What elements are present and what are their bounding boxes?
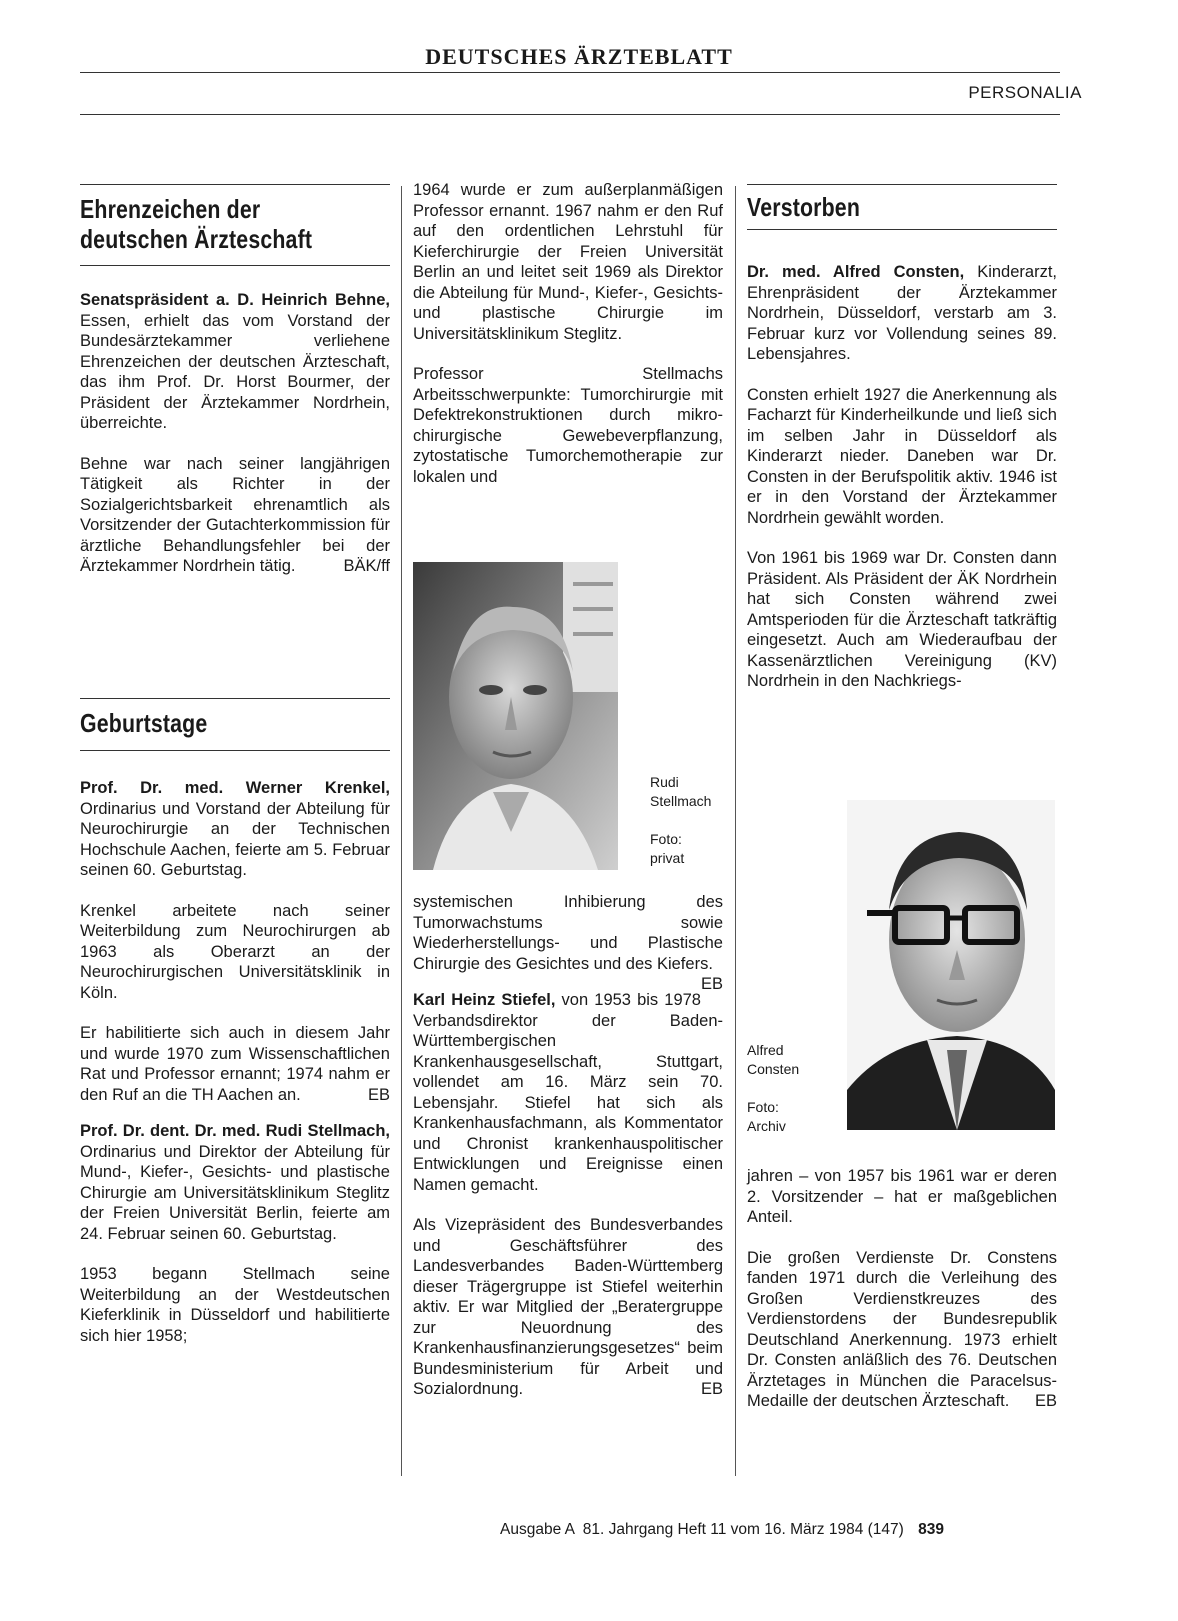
paragraph-stiefel-role: Als Vizepräsident des Bundesverbandes und Geschäftsführer des Landesverbandes Baden-Württemberg dieser Trägergruppe ist Stiefel weiterhin aktiv. Er war Mitglied der „Beratergruppe zur Neuordnung des Krankenhausfinanzierungsgesetzes“ beim Bundesministerium für Arbeit und Sozialordnung. EB xyxy=(413,1216,723,1398)
author-signature: EB xyxy=(700,975,723,993)
column-2-top xyxy=(413,180,723,507)
heading-verstorben: Verstorben xyxy=(747,192,861,222)
column-3-body-b xyxy=(747,1166,1057,1432)
photo-caption-credit: Foto: privat xyxy=(650,831,685,866)
paragraph-krenkel-habil: Er habilitierte sich auch in diesem Jahr und wurde 1970 zum Wissenschaftlichen Rat und Professor ernannt; 1974 nahm er den Ruf an die TH Aachen an. EB xyxy=(80,1024,390,1104)
paragraph-stellmach-focus: Professor Stellmachs Arbeitsschwerpunkte: Tumorchirurgie mit Defektrekonstruktionen durch mikro-chirurgische Gewebeverpflanzung, zytostatische Tumorchemotherapie zur lokalen und xyxy=(413,365,723,486)
column-divider-right xyxy=(735,186,736,1476)
paragraph-behne-award: Senatspräsident a. D. Heinrich Behne, Essen, erhielt das vom Vorstand der Bundesärztekammer verliehene Ehrenzeichen der deutschen Ärzteschaft, das ihm Prof. Dr. Horst Bourmer, der Präsident der Ärztekammer Nordrhein, überreichte. xyxy=(80,291,390,432)
heading-ehrenzeichen: Ehrenzeichen der deutschen Ärzteschaft xyxy=(80,194,313,254)
masthead: DEUTSCHES ÄRZTEBLATT xyxy=(425,44,733,69)
paragraph-krenkel-career: Krenkel arbeitete nach seiner Weiterbildung zum Neurochirurgen ab 1963 als Oberarzt an der Neurochirurgischen Universitätsklinik in Köln. xyxy=(80,901,390,1002)
section-label: PERSONALIA xyxy=(968,83,1082,102)
page-footer xyxy=(500,1521,944,1539)
paragraph-behne-career: Behne war nach seiner langjährigen Tätigkeit als Richter in der Sozialgerichtsbarkeit ehrenamtlich als Vorsitzender der Gutachterkommission für ärztliche Behandlungsfehler bei der Ärztekammer Nordrhein tätig. BÄK/ff xyxy=(80,454,390,575)
column-1-body-b xyxy=(80,778,390,1366)
paragraph-consten-kv: jahren – von 1957 bis 1961 war er deren 2. Vorsitzender – hat er maßgeblichen Anteil. xyxy=(747,1167,1057,1226)
column-2-body xyxy=(413,892,723,1420)
portrait-photo-stellmach xyxy=(413,562,618,870)
heading-rule-bottom xyxy=(747,229,1057,230)
paragraph-stellmach-therapy: systemischen Inhibierung des Tumorwachstums sowie Wiederherstellungs- und Plastische Chirurgie des Gesichtes und des Kiefers. EB xyxy=(413,893,723,993)
photo-caption-credit: Foto: Archiv xyxy=(747,1099,786,1134)
issue-info: Ausgabe A 81. Jahrgang Heft 11 vom 16. März 1984 (147) xyxy=(500,1521,904,1538)
column-3-heading xyxy=(747,192,1057,222)
column-1-top xyxy=(80,194,390,254)
portrait-image xyxy=(413,562,618,870)
paragraph-krenkel-intro: Prof. Dr. med. Werner Krenkel, Ordinarius und Vorstand der Abteilung für Neurochirurgie an der Technischen Hochschule Aachen, feierte am 5. Februar seinen 60. Geburtstag. xyxy=(80,779,390,879)
paragraph-stellmach-training: 1953 begann Stellmach seine Weiterbildung an der Westdeutschen Kieferklinik in Düsseldorf und habilitierte sich hier 1958; xyxy=(80,1265,390,1345)
section-rule xyxy=(80,114,1060,115)
author-signature: EB xyxy=(1034,1392,1057,1410)
column-1-heading-2 xyxy=(80,708,390,738)
heading-geburtstage: Geburtstage xyxy=(80,708,208,738)
column-divider-left xyxy=(401,186,402,1476)
paragraph-consten-obituary: Dr. med. Alfred Consten, Kinderarzt, Ehrenpräsident der Ärztekammer Nordrhein, Düsseldorf, verstarb am 3. Februar kurz vor Vollendung seines 89. Lebensjahres. xyxy=(747,263,1057,363)
heading-rule-top xyxy=(80,698,390,699)
paragraph-stiefel-intro: Karl Heinz Stiefel, von 1953 bis 1978 Verbandsdirektor der Baden-Württembergischen Krankenhausgesellschaft, Stuttgart, vollendet am 16. März sein 70. Lebensjahr. Stiefel hat sich als Krankenhausfachmann, als Kommentator und Chronist krankenhauspolitischer Entwicklungen und Ereignisse einen Namen gemacht. xyxy=(413,991,723,1194)
paragraph-stellmach-professor: 1964 wurde er zum außerplanmäßigen Professor ernannt. 1967 nahm er den Ruf auf den ordentlichen Lehrstuhl für Kieferchirurgie der Freien Universität Berlin an und leitet seit 1969 als Direktor die Abteilung für Mund-, Kiefer-, Gesichts- und plastische Chirurgie im Universitätsklinikum Steglitz. xyxy=(413,181,723,343)
author-signature: EB xyxy=(700,1380,723,1398)
portrait-photo-consten xyxy=(847,800,1055,1130)
column-1-body-a xyxy=(80,290,390,597)
paragraph-stellmach-intro: Prof. Dr. dent. Dr. med. Rudi Stellmach, Ordinarius und Direktor der Abteilung für Mund-, Kiefer-, Gesichts- und plastische Chirurgie am Universitätsklinikum Steglitz der Freien Universität Berlin, feierte am 24. Februar seinen 60. Geburtstag. xyxy=(80,1122,390,1243)
photo-caption-name: Rudi Stellmach xyxy=(650,774,712,809)
paragraph-consten-honours: Die großen Verdienste Dr. Constens fanden 1971 durch die Verleihung des Großen Verdienstkreuzes des Verdienstordens der Bundesrepublik Deutschland Anerkennung. 1973 erhielt Dr. Consten anläßlich des 76. Deutschen Ärztetages in München die Paracelsus-Medaille der deutschen Ärzteschaft. EB xyxy=(747,1248,1057,1410)
heading-rule-top xyxy=(747,184,1057,185)
column-3-body-a xyxy=(747,262,1057,712)
heading-rule-bottom xyxy=(80,750,390,751)
photo-caption-name: Alfred Consten xyxy=(747,1042,800,1077)
heading-rule-top xyxy=(80,184,390,185)
paragraph-consten-career: Consten erhielt 1927 die Anerkennung als Facharzt für Kinderheilkunde und ließ sich im selben Jahr in Düsseldorf als Kinderarzt nieder. Daneben war Dr. Consten in der Berufspolitik aktiv. 1946 ist er in den Vorstand der Ärztekammer Nordrhein gewählt worden. xyxy=(747,385,1057,527)
author-signature: EB xyxy=(367,1085,390,1104)
portrait-image xyxy=(847,800,1055,1130)
heading-rule-bottom xyxy=(80,265,390,266)
paragraph-consten-president: Von 1961 bis 1969 war Dr. Consten dann Präsident. Als Präsident der ÄK Nordrhein hat sich Consten während zwei Amtsperioden für die Ärzteschaft tatkräftig eingesetzt. Auch am Wiederaufbau der Kassenärztlichen Vereinigung (KV) Nordrhein in den Nachkriegs- xyxy=(747,549,1057,690)
masthead-rule xyxy=(80,72,1060,73)
author-signature: BÄK/ff xyxy=(343,557,390,575)
page-number: 839 xyxy=(918,1521,945,1538)
